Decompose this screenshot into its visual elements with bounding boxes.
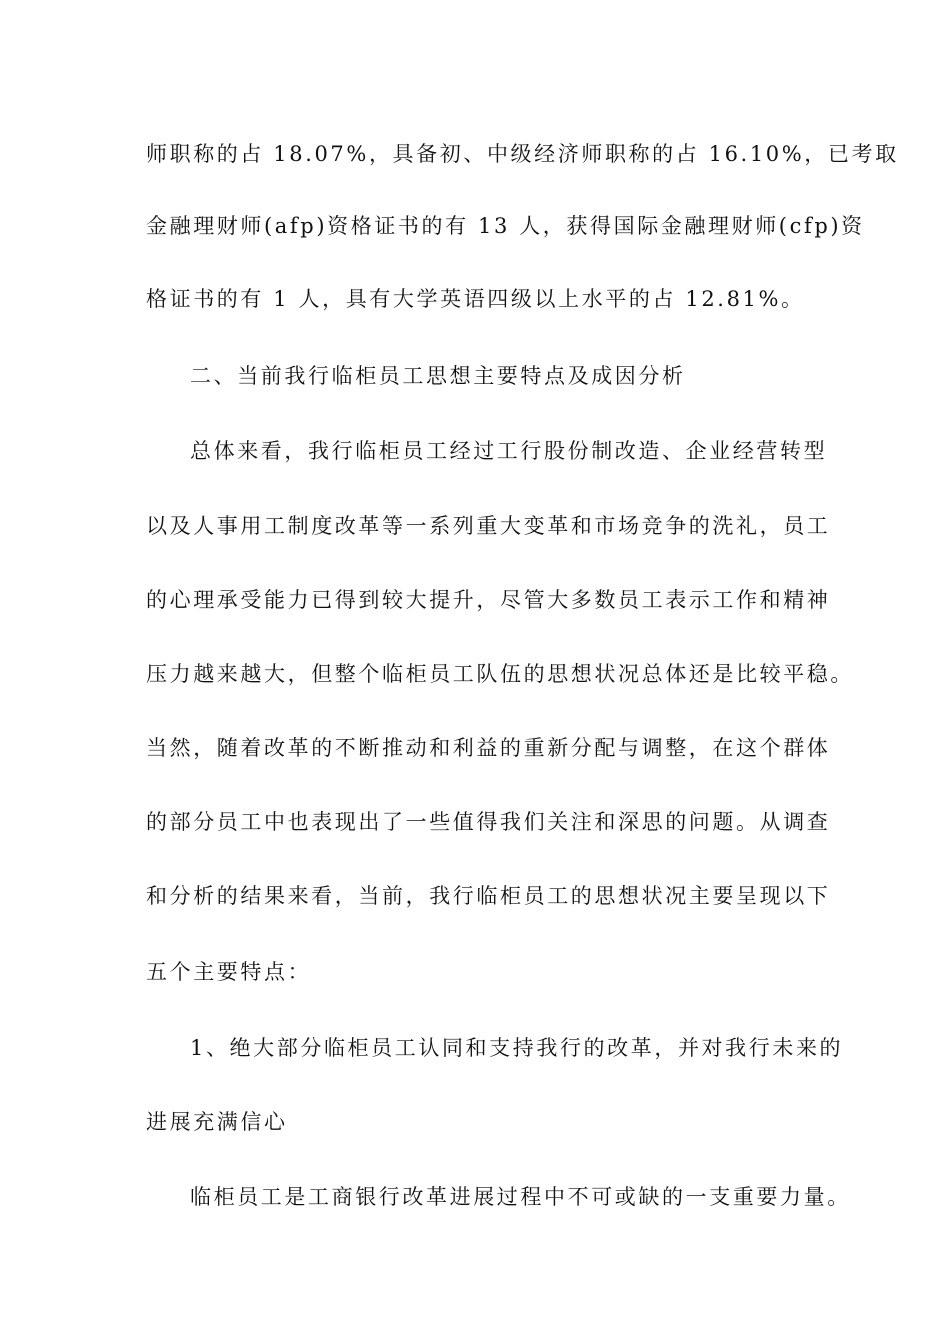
section-heading: 二、当前我行临柜员工思想主要特点及成因分析 — [190, 364, 686, 388]
text-line: 的部分员工中也表现出了一些值得我们关注和深思的问题。从调查 — [146, 810, 831, 834]
text-line: 金融理财师(afp)资格证书的有 13 人，获得国际金融理财师(cfp)资 — [146, 214, 865, 238]
text-line: 以及人事用工制度改革等一系列重大变革和市场竞争的洗礼，员工 — [146, 514, 831, 538]
text-line: 的心理承受能力已得到较大提升，尽管大多数员工表示工作和精神 — [146, 588, 831, 612]
text-line: 总体来看，我行临柜员工经过工行股份制改造、企业经营转型 — [190, 439, 828, 463]
text-line: 压力越来越大，但整个临柜员工队伍的思想状况总体还是比较平稳。 — [146, 662, 854, 686]
text-line: 五个主要特点： — [146, 960, 312, 984]
subheading-line: 进展充满信心 — [146, 1110, 288, 1134]
text-line: 格证书的有 1 人，具有大学英语四级以上水平的占 12.81%。 — [146, 287, 805, 311]
text-line: 和分析的结果来看，当前，我行临柜员工的思想状况主要呈现以下 — [146, 884, 831, 908]
text-line: 当然，随着改革的不断推动和利益的重新分配与调整，在这个群体 — [146, 736, 831, 760]
text-line: 临柜员工是工商银行改革进展过程中不可或缺的一支重要力量。 — [190, 1185, 851, 1209]
text-line: 师职称的占 18.07%，具备初、中级经济师职称的占 16.10%，已考取 — [146, 142, 899, 166]
subheading-line: 1、绝大部分临柜员工认同和支持我行的改革，并对我行未来的 — [190, 1036, 844, 1060]
